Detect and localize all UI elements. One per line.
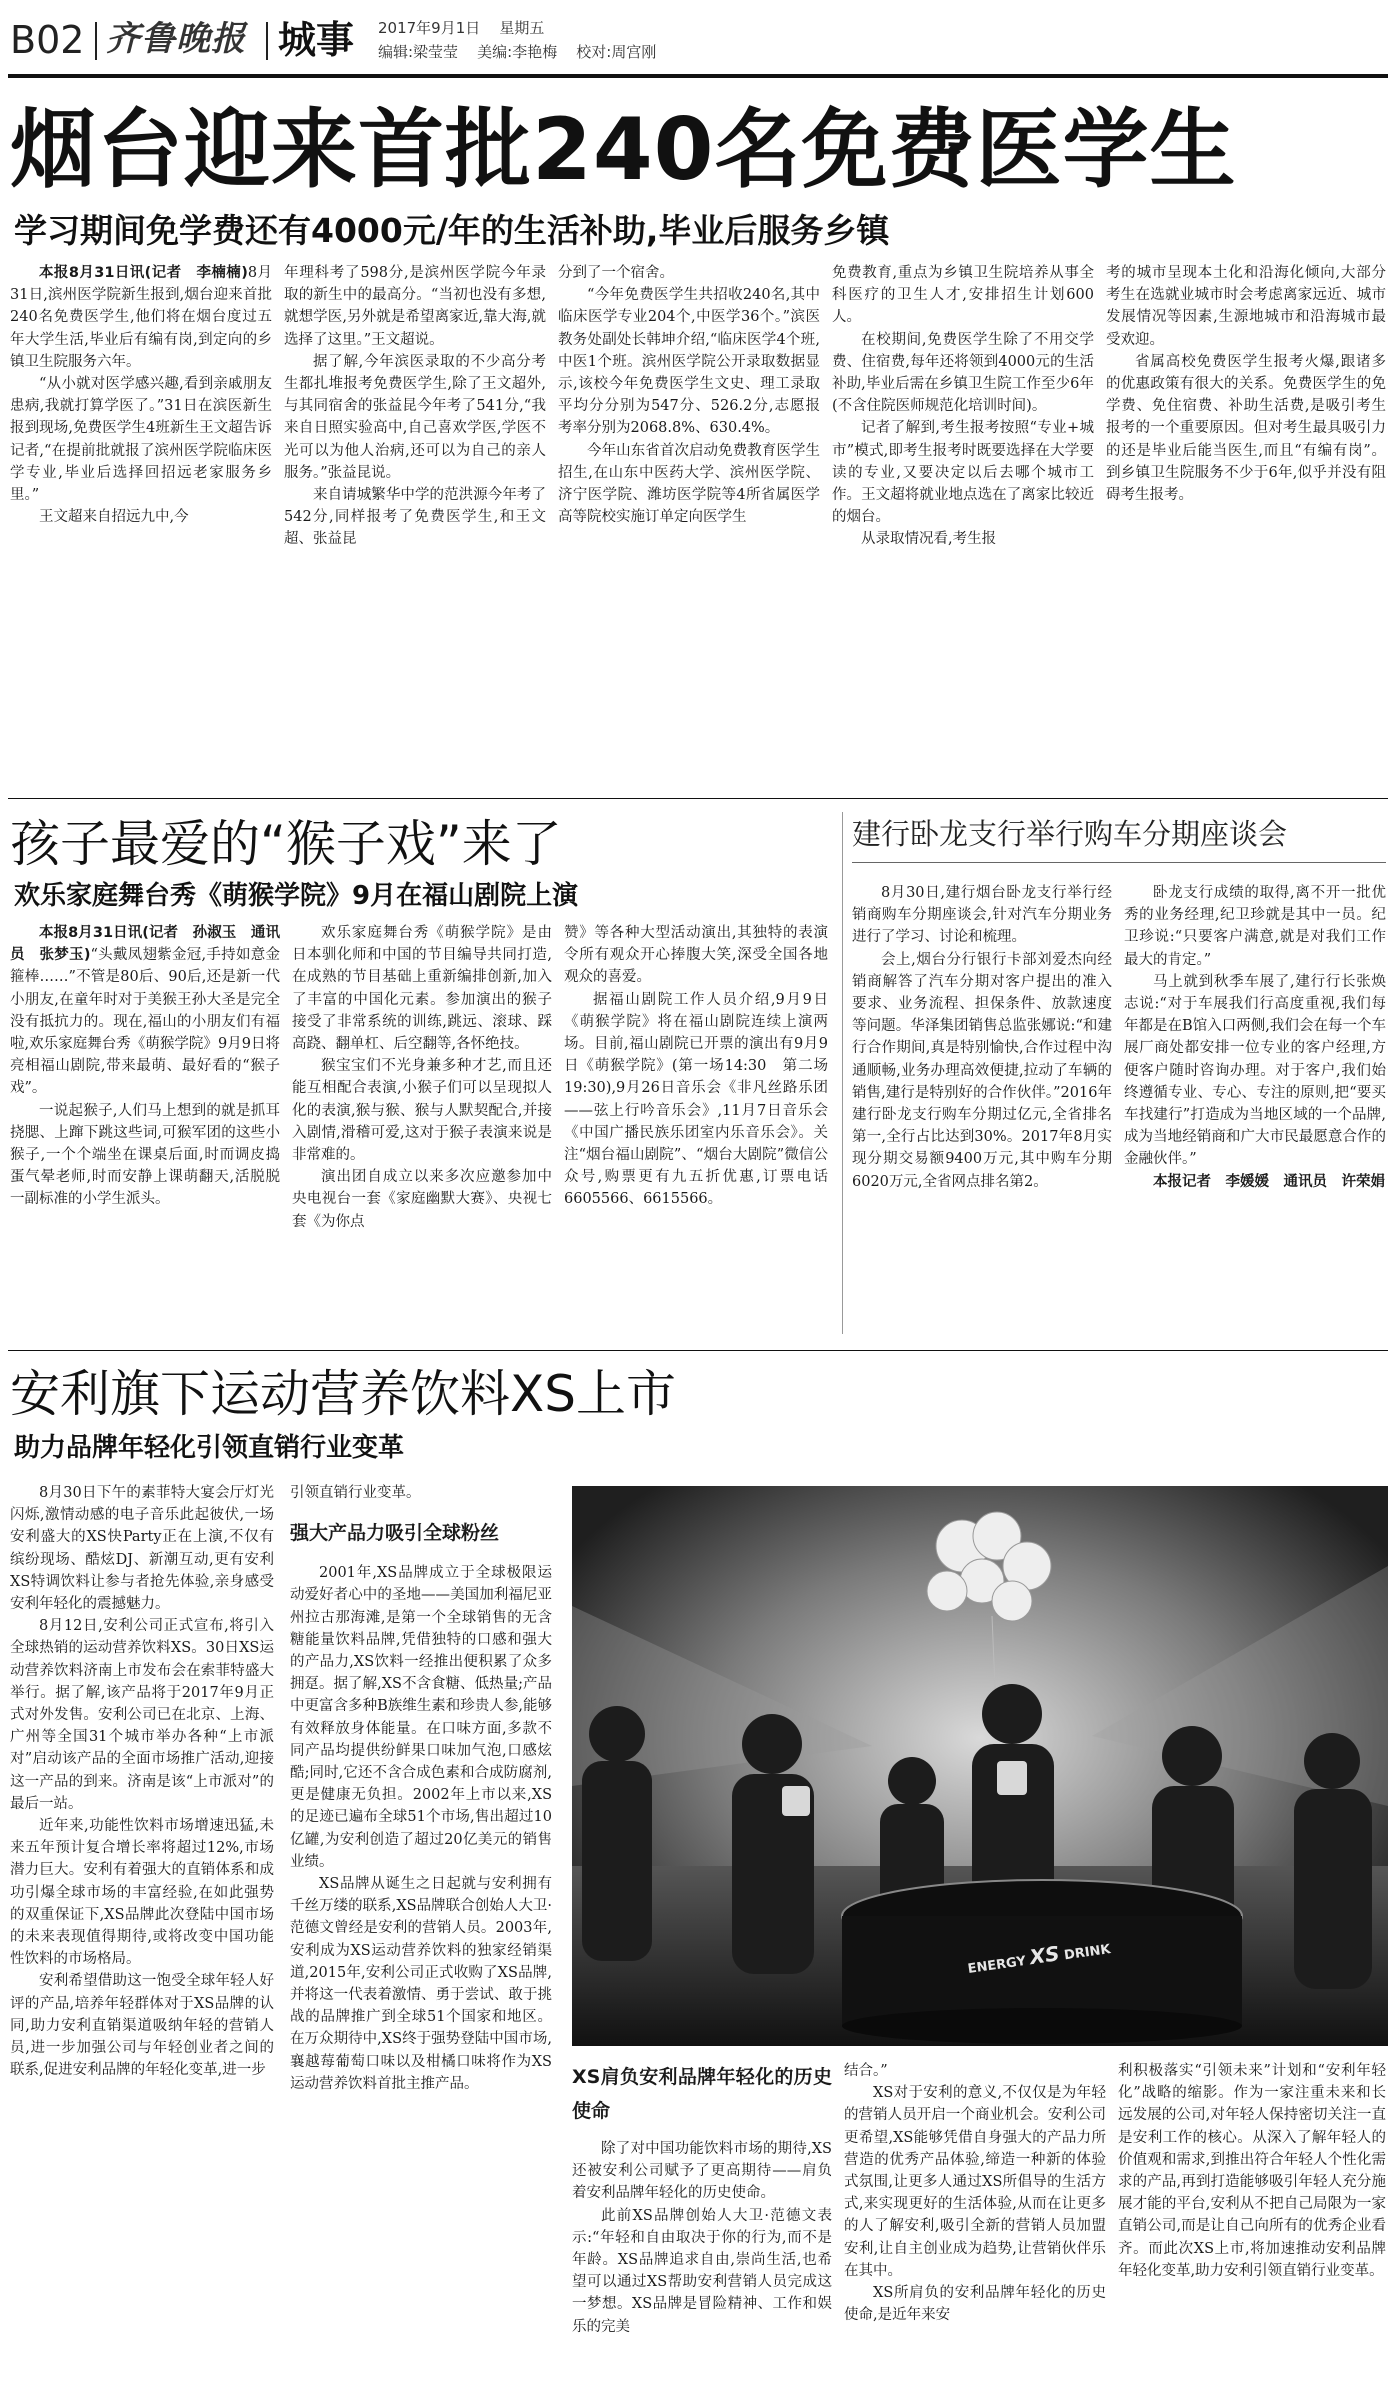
masthead-logo: 齐鲁晚报 [106, 19, 246, 59]
header-date [378, 18, 544, 38]
article4-column-1 [10, 1482, 274, 2388]
proofreader: 校对:周宫刚 [576, 43, 657, 61]
paragraph: 在校期间,免费医学生除了不用交学费、住宿费,每年还将领到4000元的生活补助,毕业后需在乡镇卫生院工作至少6年(不含住院医师规范化培训时间)。 [832, 331, 1094, 415]
article4-column-4 [844, 2060, 1106, 2388]
article2-column-3 [564, 922, 828, 1334]
article3-headline: 建行卧龙支行举行购车分期座谈会 [852, 817, 1288, 851]
paragraph: 从录取情况看,考生报 [861, 531, 997, 548]
paragraph: 猴宝宝们不光身兼多种才艺,而且还能互相配合表演,小猴子们可以呈现拟人化的表演,猴与猴、猴与人默契配合,并接入剧情,滑稽可爱,这对于猴子表演来说是非常难的。 [292, 1058, 552, 1164]
photo-logo-xs: XS [1028, 1941, 1062, 1970]
paragraph: 记者了解到,考生报考按照“专业+城市”模式,即考生报考时既要选择在大学要读的专业,又要决定以后去哪个城市工作。王文超将就业地点选在了离家比较近的烟台。 [832, 420, 1094, 526]
article2-subheadline: 欢乐家庭舞台秀《萌猴学院》9月在福山剧院上演 [14, 881, 579, 911]
paragraph: 演出团自成立以来多次应邀参加中央电视台一套《家庭幽默大赛》、央视七套《为你点 [292, 1169, 552, 1230]
paragraph: 据福山剧院工作人员介绍,9月9日《萌猴学院》将在福山剧院连续上演两场。目前,福山剧院已开票的演出有9月9日《萌猴学院》(第一场14:30 第二场19:30),9月26日音乐会《非凡丝路乐团——弦上行吟音乐会》,11月7日音乐会《中国广播民族乐团室内乐音乐会》。关注“烟台福山剧院”、“烟台大剧院”微信公众号,购票更有九五折优惠,订票电话6605566、6615566。 [564, 991, 828, 1208]
subheading: XS肩负安利品牌年轻化的历史使命 [572, 2066, 832, 2122]
article2-headline: 孩子最爱的“猴子戏”来了 [10, 815, 562, 873]
paragraph: XS对于安利的意义,不仅仅是为年轻的营销人员开启一个商业机会。安利公司更希望,XS能够凭借自身强大的产品力所营造的优秀产品体验,缔造一种新的体验式氛围,让更多人通过XS所倡导的生活方式,来实现更好的生活体验,从而在让更多的人了解安利,吸引全新的营销人员加盟安利,让自主创业成为趋势,让营销伙伴乐在其中。 [844, 2085, 1106, 2279]
article2-dateline: 本报8月31日讯(记者 孙淑玉 通讯员 张梦玉) [10, 925, 280, 964]
article1-dateline: 本报8月31日讯(记者 李楠楠) [39, 265, 248, 281]
paragraph: 结合。” [844, 2063, 888, 2079]
paragraph: 8月30日下午的素菲特大宴会厅灯光闪烁,激情动感的电子音乐此起彼伏,一场安利盛大的XS快Party正在上演,不仅有缤纷现场、酷炫DJ、新潮互动,更有安利XS特调饮料让参与者抢先体验,亲身感受安利年轻化的震撼魅力。 [10, 1485, 274, 1613]
paragraph: 卧龙支行成绩的取得,离不开一批优秀的业务经理,纪卫珍就是其中一员。纪卫珍说:“只要客户满意,就是对我们工作最大的肯定。” [1124, 885, 1386, 968]
article2-column-1 [10, 922, 280, 1334]
paragraph: 省属高校免费医学生报考火爆,跟诸多的优惠政策有很大的关系。免费医学生的免学费、免住宿费、补助生活费,是吸引考生报考的一个重要原因。但对考生最具吸引力的还是毕业后能当医生,而且“有编有岗”。到乡镇卫生院服务不少于6年,似乎并没有阻碍考生报考。 [1106, 353, 1386, 504]
section-rule [8, 1350, 1388, 1351]
paragraph: 近年来,功能性饮料市场增速迅猛,未来五年预计复合增长率将超过12%,市场潜力巨大。安利有着强大的直销体系和成功引爆全球市场的丰富经验,在如此强势的双重保证下,XS品牌此次登陆中国市场的未来表现值得期待,或将改变中国功能性饮料的市场格局。 [10, 1818, 274, 1968]
paragraph: XS品牌从诞生之日起就与安利拥有千丝万缕的联系,XS品牌联合创始人大卫·范德文曾经是安利的营销人员。2003年,安利成为XS运动营养饮料的独家经销渠道,2015年,安利公司正式收购了XS品牌,并将这一代表着激情、勇于尝试、敢于挑战的品牌推广到全球51个国家和地区。在万众期待中,XS终于强势登陆中国市场,襄越莓葡萄口味以及柑橘口味将作为XS运动营养饮料首批主推产品。 [290, 1876, 552, 2092]
paragraph: 今年山东省首次启动免费教育医学生招生,在山东中医药大学、滨州医学院、济宁医学院、潍坊医学院等4所省属医学高等院校实施订单定向医学生 [558, 442, 820, 526]
article2-column-2 [292, 922, 552, 1334]
paragraph: 欢乐家庭舞台秀《萌猴学院》是由日本驯化师和中国的节目编导共同打造,在成熟的节目基础上重新编排创新,加入了丰富的中国化元素。参加演出的猴子接受了非常系统的训练,跳远、滚球、踩高跷、翻单杠、后空翻等,各怀绝技。 [292, 925, 552, 1053]
article4-column-5 [1118, 2060, 1386, 2388]
page-number: B02 [10, 18, 85, 62]
article1-column-4 [832, 262, 1094, 772]
header-staff [378, 42, 656, 62]
article1-subheadline: 学习期间免学费还有4000元/年的生活补助,毕业后服务乡镇 [14, 211, 890, 250]
issue-date: 2017年9月1日 [378, 19, 481, 37]
paragraph: 马上就到秋季车展了,建行行长张焕志说:“对于车展我们行高度重视,我们每年都是在B馆入口两侧,我们会在每一个车展厂商处都安排一位专业的客户经理,方便客户随时咨询办理。对于客户,我们始终遵循专业、专心、专注的原则,把“要买车找建行”打造成为当地区域的一个品牌,成为当地经销商和广大市民最愿意合作的金融伙伴。” [1124, 973, 1386, 1168]
paragraph: “今年免费医学生共招收240名,其中临床医学专业204个,中医学36个。”滨医教务处副处长韩坤介绍,“临床医学4个班,中医1个班。滨州医学院公开录取数据显示,该校今年免费医学生文史、理工录取平均分分别为547分、526.2分,志愿报考率分别为2068.8%、630.4%。 [558, 287, 820, 437]
section-title: 城事 [278, 18, 355, 62]
paragraph: 一说起猴子,人们马上想到的就是抓耳挠腮、上蹿下跳这些词,可猴军团的这些小猴子,一个个端坐在课桌后面,时而调皮捣蛋气晕老师,时而安静上课萌翻天,活脱脱一副标准的小学生派头。 [10, 1102, 280, 1208]
editor: 编辑:梁莹莹 [378, 43, 459, 61]
paragraph: XS所肩负的安利品牌年轻化的历史使命,是近年来安 [844, 2285, 1106, 2324]
paragraph: 来自请城繁华中学的范洪源今年考了542分,同样报考了免费医学生,和王文超、张益昆 [284, 487, 546, 548]
article3-headline-rule [852, 862, 1386, 863]
paragraph: 考的城市呈现本土化和沿海化倾向,大部分考生在选就业城市时会考虑离家远近、城市发展情况等因素,生源地城市和沿海城市最受欢迎。 [1106, 265, 1386, 348]
paragraph: 2001年,XS品牌成立于全球极限运动爱好者心中的圣地——美国加利福尼亚州拉古那海滩,是第一个全球销售的无含糖能量饮料品牌,凭借独特的口感和强大的产品力,XS饮料一经推出便积累了众多拥趸。据了解,XS不含食糖、低热量;产品中更富含多种B族维生素和珍贵人参,能够有效释放身体能量。在口味方面,多款不同产品均提供纷鲜果口味加气泡,口感炫酷;同时,它还不含合成色素和合成防腐剂,更是健康无负担。2002年上市以来,XS的足迹已遍布全球51个市场,售出超过10亿罐,为安利创造了超过20亿美元的销售业绩。 [290, 1565, 552, 1870]
paragraph: 利积极落实“引领未来”计划和“安利年轻化”战略的缩影。作为一家注重未来和长远发展的公司,对年轻人保持密切关注一直是安利工作的核心。从深入了解年轻人的价值观和需求,到推出符合年轻人个性化需求的产品,再到打造能够吸引年轻人充分施展才能的平台,安利从不把自己局限为一家直销公司,而是让自己向所有的优秀企业看齐。而此次XS上市,将加速推动安利品牌年轻化变革,助力安利引领直销行业变革。 [1118, 2063, 1386, 2279]
column-divider [842, 812, 843, 1334]
paragraph: “头戴凤翅紫金冠,手持如意金箍棒……”不管是80后、90后,还是新一代小朋友,在童年时对于美猴王孙大圣是完全没有抵抗力的。现在,福山的小朋友们有福啦,欢乐家庭舞台秀《萌猴学院》9月9日将亮相福山剧院,带来最萌、最好看的“猴子戏”。 [10, 947, 280, 1097]
article4-subheadline: 助力品牌年轻化引领直销行业变革 [14, 1433, 405, 1463]
paragraph: 年理科考了598分,是滨州医学院今年录取的新生中的最高分。“当初也没有多想,就想学医,另外就是希望离家近,靠大海,就选择了这里。”王文超说。 [284, 265, 546, 348]
paragraph: 会上,烟台分行银行卡部刘爱杰向经销商解答了汽车分期对客户提出的准入要求、业务流程、担保条件、放款速度等问题。华泽集团销售总监张娜说:“和建行合作期间,真是特别愉快,合作过程中沟通顺畅,业务办理高效便捷,拉动了车辆的销售,建行是特别好的合作伙伴。”2016年建行卧龙支行购车分期过亿元,全省排名第一,全行占比达到30%。2017年8月实现分期交易额9400万元,其中购车分期6020万元,全省网点排名第2。 [852, 951, 1112, 1190]
section-rule [8, 798, 1388, 799]
article1-column-2 [284, 262, 546, 772]
photo-logo-drink: DRINK [1063, 1942, 1112, 1964]
article4-column-2 [290, 1482, 552, 2388]
designer: 美编:李艳梅 [477, 43, 558, 61]
paragraph: 赞》等各种大型活动演出,其独特的表演令所有观众开心捧腹大笑,深受全国各地观众的喜爱。 [564, 925, 828, 986]
paragraph: 此前XS品牌创始人大卫·范德文表示:“年轻和自由取决于你的行为,而不是年龄。XS品牌追求自由,崇尚生活,也希望可以通过XS帮助安利营销人员完成这一梦想。XS品牌是冒险精神、工作和娱乐的完美 [572, 2207, 832, 2335]
paragraph: 据了解,今年滨医录取的不少高分考生都扎堆报考免费医学生,除了王文超外,与其同宿舍的张益昆今年考了541分,“我来自日照实验高中,自己喜欢学医,学医不光可以为他人治病,还可以为自己的亲人服务。”张益昆说。 [284, 353, 546, 481]
article1-column-5 [1106, 262, 1386, 772]
photo-logo-energy: ENERGY [966, 1953, 1027, 1977]
article4-column-3 [572, 2060, 832, 2388]
paragraph: 王文超来自招远九中,今 [39, 509, 189, 526]
paragraph: 8月12日,安利公司正式宣布,将引入全球热销的运动营养饮料XS。30日XS运动营养饮料济南上市发布会在索菲特盛大举行。据了解,该产品将于2017年9月正式对外发售。安利公司已在北京、上海、广州等全国31个城市举办各种“上市派对”启动该产品的全面市场推广活动,迎接这一产品的到来。济南是该“上市派对”的最后一站。 [10, 1618, 274, 1812]
paragraph: “从小就对医学感兴趣,看到亲戚朋友患病,我就打算学医了。”31日在滨医新生报到现场,免费医学生4班新生王文超告诉记者,“在提前批就报了滨州医学院临床医学专业,毕业后选择回招远老家服务乡里。” [10, 376, 272, 504]
article3-credit: 本报记者 李媛媛 通讯员 许荣娟 [1153, 1173, 1385, 1190]
event-photo [572, 1486, 1388, 2046]
paragraph: 分到了一个宿舍。 [558, 265, 674, 281]
article3-column-1 [852, 882, 1112, 1334]
paragraph: 引领直销行业变革。 [290, 1485, 421, 1501]
article1-headline: 烟台迎来首批240名免费医学生 [10, 100, 1237, 200]
article3-column-2 [1124, 882, 1386, 1334]
article1-column-3 [558, 262, 820, 772]
masthead-divider-2 [266, 22, 268, 60]
subheading: 强大产品力吸引全球粉丝 [290, 1522, 500, 1545]
paragraph: 除了对中国功能饮料市场的期待,XS还被安利公司赋予了更高期待——肩负着安利品牌年轻化的历史使命。 [572, 2141, 832, 2202]
header-rule [8, 74, 1388, 78]
article1-column-1 [10, 262, 272, 772]
paragraph: 免费教育,重点为乡镇卫生院培养从事全科医疗的卫生人才,安排招生计划600人。 [832, 265, 1094, 326]
paragraph: 8月31日,滨州医学院新生报到,烟台迎来首批240名免费医学生,他们将在烟台度过五年大学生活,毕业后有编有岗,到定向的乡镇卫生院服务六年。 [10, 265, 272, 370]
issue-weekday: 星期五 [499, 19, 545, 37]
masthead-divider [95, 22, 97, 60]
article4-headline: 安利旗下运动营养饮料XS上市 [10, 1365, 676, 1423]
paragraph: 安利希望借助这一饱受全球年轻人好评的产品,培养年轻群体对于XS品牌的认同,助力安利直销渠道吸纳年轻的营销人员,进一步加强公司与年轻创业者之间的联系,促进安利品牌的年轻化变革,进一步 [10, 1973, 274, 2079]
paragraph: 8月30日,建行烟台卧龙支行举行经销商购车分期座谈会,针对汽车分期业务进行了学习、讨论和梳理。 [852, 885, 1112, 946]
